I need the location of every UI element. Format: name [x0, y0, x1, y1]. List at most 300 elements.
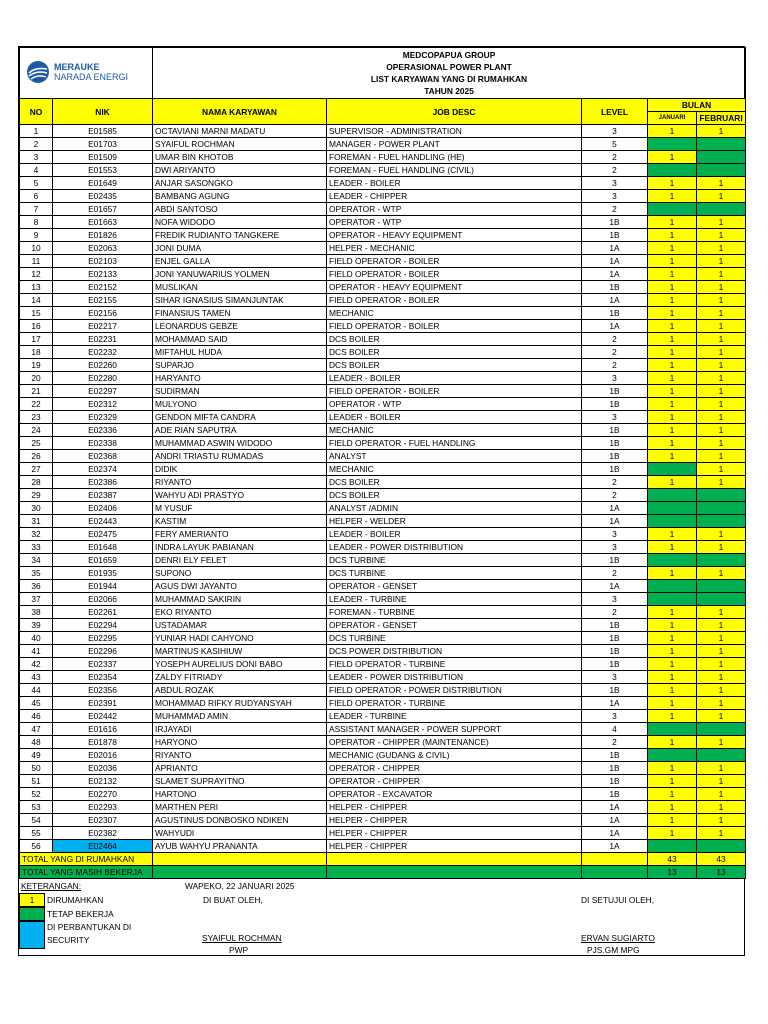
row-nama: WAHYUDI: [153, 827, 327, 840]
row-januari: [648, 203, 697, 216]
row-no: 33: [20, 541, 53, 554]
row-januari: 1: [648, 684, 697, 697]
row-level: 1A: [582, 242, 648, 255]
row-nama: NOFA WIDODO: [153, 216, 327, 229]
table-row: [20, 736, 746, 749]
row-februari: [697, 164, 746, 177]
row-nama: ENJEL GALLA: [153, 255, 327, 268]
row-level: 3: [582, 671, 648, 684]
row-nama: EKO RIYANTO: [153, 606, 327, 619]
row-februari: 1: [697, 242, 746, 255]
table-row: [20, 632, 746, 645]
row-no: 44: [20, 684, 53, 697]
row-level: 2: [582, 164, 648, 177]
table-row: [20, 177, 746, 190]
total-bekerja-row: [20, 866, 746, 879]
row-no: 24: [20, 424, 53, 437]
row-no: 18: [20, 346, 53, 359]
table-row: [20, 307, 746, 320]
row-job: FIELD OPERATOR - BOILER: [327, 255, 582, 268]
row-nik: E02280: [53, 372, 153, 385]
row-februari: 1: [697, 801, 746, 814]
row-nik: E02261: [53, 606, 153, 619]
row-nik: E02391: [53, 697, 153, 710]
row-januari: [648, 515, 697, 528]
row-januari: 1: [648, 333, 697, 346]
row-februari: 1: [697, 671, 746, 684]
row-nama: AGUS DWI JAYANTO: [153, 580, 327, 593]
table-row: [20, 294, 746, 307]
row-job: HELPER - CHIPPER: [327, 814, 582, 827]
row-level: 3: [582, 411, 648, 424]
row-no: 46: [20, 710, 53, 723]
row-no: 11: [20, 255, 53, 268]
row-job: OPERATOR - WTP: [327, 203, 582, 216]
title-line3: LIST KARYAWAN YANG DI RUMAHKAN: [370, 74, 528, 84]
row-level: 1B: [582, 450, 648, 463]
row-februari: [697, 749, 746, 762]
row-februari: 1: [697, 281, 746, 294]
row-nama: MOHAMMAD SAID: [153, 333, 327, 346]
row-januari: 1: [648, 151, 697, 164]
row-januari: [648, 554, 697, 567]
row-level: 2: [582, 203, 648, 216]
col-header-januari: JANUARI: [648, 112, 697, 125]
total-januari: 43: [648, 853, 697, 866]
row-nama: HARYONO: [153, 736, 327, 749]
company-logo: [26, 60, 128, 84]
row-januari: 1: [648, 268, 697, 281]
row-januari: [648, 489, 697, 502]
row-level: 4: [582, 723, 648, 736]
row-level: 3: [582, 177, 648, 190]
row-job: FIELD OPERATOR - BOILER: [327, 385, 582, 398]
row-januari: 1: [648, 385, 697, 398]
row-no: 54: [20, 814, 53, 827]
row-nama: M YUSUF: [153, 502, 327, 515]
row-januari: 1: [648, 346, 697, 359]
row-job: HELPER - CHIPPER: [327, 840, 582, 853]
total-januari: 13: [648, 866, 697, 879]
row-level: 1B: [582, 554, 648, 567]
row-job: HELPER - MECHANIC: [327, 242, 582, 255]
row-nik: E02260: [53, 359, 153, 372]
table-row: [20, 554, 746, 567]
table-row: [20, 749, 746, 762]
row-januari: 1: [648, 450, 697, 463]
table-row: [20, 658, 746, 671]
total-empty: [327, 853, 582, 866]
row-job: FIELD OPERATOR - BOILER: [327, 268, 582, 281]
table-row: [20, 164, 746, 177]
row-nama: FINANSIUS TAMEN: [153, 307, 327, 320]
table-row: [20, 697, 746, 710]
row-januari: 1: [648, 320, 697, 333]
row-februari: 1: [697, 320, 746, 333]
row-no: 7: [20, 203, 53, 216]
row-no: 27: [20, 463, 53, 476]
row-job: LEADER - BOILER: [327, 528, 582, 541]
row-februari: [697, 203, 746, 216]
row-level: 1B: [582, 385, 648, 398]
row-nama: SUDIRMAN: [153, 385, 327, 398]
row-nama: INDRA LAYUK PABIANAN: [153, 541, 327, 554]
col-header-level: LEVEL: [582, 99, 648, 125]
row-level: 1B: [582, 632, 648, 645]
row-februari: 1: [697, 229, 746, 242]
row-no: 50: [20, 762, 53, 775]
table-row: [20, 216, 746, 229]
row-job: OPERATOR - WTP: [327, 216, 582, 229]
row-februari: 1: [697, 333, 746, 346]
row-nama: ZALDY FITRIADY: [153, 671, 327, 684]
row-job: ANALYST /ADMIN: [327, 502, 582, 515]
row-no: 38: [20, 606, 53, 619]
row-nik: E01878: [53, 736, 153, 749]
row-februari: 1: [697, 411, 746, 424]
total-empty: [153, 853, 327, 866]
row-level: 1A: [582, 814, 648, 827]
row-level: 1B: [582, 463, 648, 476]
col-header-nik: NIK: [53, 99, 153, 125]
row-level: 1B: [582, 684, 648, 697]
row-februari: 1: [697, 359, 746, 372]
row-nik: E01553: [53, 164, 153, 177]
row-no: 39: [20, 619, 53, 632]
row-job: FOREMAN - FUEL HANDLING (CIVIL): [327, 164, 582, 177]
row-no: 43: [20, 671, 53, 684]
row-januari: 1: [648, 424, 697, 437]
row-job: ANALYST: [327, 450, 582, 463]
row-level: 1A: [582, 320, 648, 333]
title-line4: TAHUN 2025: [424, 86, 474, 96]
row-job: DCS BOILER: [327, 346, 582, 359]
row-nama: ABDI SANTOSO: [153, 203, 327, 216]
legend-green-box: [19, 907, 45, 921]
row-job: DCS BOILER: [327, 333, 582, 346]
row-nik: E02217: [53, 320, 153, 333]
row-nik: E02270: [53, 788, 153, 801]
row-job: MANAGER - POWER PLANT: [327, 138, 582, 151]
row-nik: E02386: [53, 476, 153, 489]
row-nik: E01663: [53, 216, 153, 229]
row-nama: DENRI ELY FELET: [153, 554, 327, 567]
row-februari: [697, 554, 746, 567]
row-job: OPERATOR - GENSET: [327, 619, 582, 632]
table-row: [20, 788, 746, 801]
row-job: MECHANIC: [327, 463, 582, 476]
row-februari: 1: [697, 541, 746, 554]
row-januari: 1: [648, 710, 697, 723]
table-row: [20, 515, 746, 528]
row-nama: ANJAR SASONGKO: [153, 177, 327, 190]
total-empty: [582, 866, 648, 879]
row-januari: 1: [648, 697, 697, 710]
row-januari: [648, 463, 697, 476]
row-no: 47: [20, 723, 53, 736]
row-januari: [648, 164, 697, 177]
row-nik: E02231: [53, 333, 153, 346]
row-no: 35: [20, 567, 53, 580]
row-nama: SIHAR IGNASIUS SIMANJUNTAK: [153, 294, 327, 307]
row-no: 19: [20, 359, 53, 372]
row-level: 1A: [582, 268, 648, 281]
row-nama: ANDRI TRIASTU RUMADAS: [153, 450, 327, 463]
row-no: 21: [20, 385, 53, 398]
row-nama: MOHAMMAD RIFKY RUDYANSYAH: [153, 697, 327, 710]
table-row: [20, 710, 746, 723]
row-level: 1B: [582, 216, 648, 229]
row-level: 2: [582, 151, 648, 164]
table-row: [20, 593, 746, 606]
table-row: [20, 684, 746, 697]
row-no: 30: [20, 502, 53, 515]
row-nik: E02464: [53, 840, 153, 853]
row-no: 17: [20, 333, 53, 346]
total-februari: 43: [697, 853, 746, 866]
row-februari: 1: [697, 710, 746, 723]
table-row: [20, 151, 746, 164]
table-row: [20, 190, 746, 203]
row-level: 5: [582, 138, 648, 151]
row-nik: E02132: [53, 775, 153, 788]
row-level: 2: [582, 489, 648, 502]
total-label: TOTAL YANG DI RUMAHKAN: [20, 853, 153, 866]
table-row: [20, 450, 746, 463]
row-nik: E01509: [53, 151, 153, 164]
row-no: 36: [20, 580, 53, 593]
logo-line1: MERAUKE: [54, 62, 100, 72]
table-row: [20, 502, 746, 515]
row-nama: YUNIAR HADI CAHYONO: [153, 632, 327, 645]
row-level: 1A: [582, 697, 648, 710]
table-row: [20, 775, 746, 788]
legend-perbantukan: DI PERBANTUKAN DI: [47, 922, 132, 932]
row-level: 3: [582, 372, 648, 385]
row-nik: E02406: [53, 502, 153, 515]
row-no: 22: [20, 398, 53, 411]
row-februari: 1: [697, 125, 746, 138]
row-nama: APRIANTO: [153, 762, 327, 775]
table-row: [20, 489, 746, 502]
row-januari: 1: [648, 229, 697, 242]
row-job: LEADER - TURBINE: [327, 710, 582, 723]
row-level: 2: [582, 476, 648, 489]
row-januari: 1: [648, 398, 697, 411]
total-empty: [327, 866, 582, 879]
row-februari: [697, 489, 746, 502]
row-nik: E02293: [53, 801, 153, 814]
row-level: 3: [582, 190, 648, 203]
row-nik: E02156: [53, 307, 153, 320]
row-nama: MARTINUS KASIHIUW: [153, 645, 327, 658]
row-nama: FERY AMERIANTO: [153, 528, 327, 541]
row-nik: E02036: [53, 762, 153, 775]
row-job: FIELD OPERATOR - TURBINE: [327, 697, 582, 710]
row-no: 40: [20, 632, 53, 645]
total-februari: 13: [697, 866, 746, 879]
row-februari: 1: [697, 463, 746, 476]
row-februari: 1: [697, 372, 746, 385]
row-level: 1A: [582, 580, 648, 593]
total-empty: [153, 866, 327, 879]
row-januari: 1: [648, 437, 697, 450]
row-level: 3: [582, 541, 648, 554]
row-februari: 1: [697, 827, 746, 840]
row-job: LEADER - BOILER: [327, 372, 582, 385]
col-header-bulan: BULAN: [648, 99, 746, 112]
table-row: [20, 645, 746, 658]
row-job: OPERATOR - HEAVY EQUIPMENT: [327, 229, 582, 242]
row-nama: GENDON MIFTA CANDRA: [153, 411, 327, 424]
row-level: 2: [582, 346, 648, 359]
row-nama: HARYANTO: [153, 372, 327, 385]
row-no: 26: [20, 450, 53, 463]
row-nik: E02297: [53, 385, 153, 398]
row-job: ASSISTANT MANAGER - POWER SUPPORT: [327, 723, 582, 736]
row-januari: 1: [648, 775, 697, 788]
row-januari: 1: [648, 671, 697, 684]
row-januari: 1: [648, 294, 697, 307]
row-januari: [648, 593, 697, 606]
table-row: [20, 463, 746, 476]
report-title: [153, 48, 746, 99]
row-job: OPERATOR - EXCAVATOR: [327, 788, 582, 801]
row-no: 48: [20, 736, 53, 749]
legend-tetap-bekerja: TETAP BEKERJA: [47, 909, 114, 919]
row-no: 5: [20, 177, 53, 190]
row-februari: [697, 151, 746, 164]
row-januari: 1: [648, 411, 697, 424]
row-no: 12: [20, 268, 53, 281]
row-level: 1B: [582, 281, 648, 294]
row-nik: E02382: [53, 827, 153, 840]
row-nik: E02016: [53, 749, 153, 762]
row-nik: E02356: [53, 684, 153, 697]
row-level: 1A: [582, 840, 648, 853]
table-row: [20, 476, 746, 489]
row-job: OPERATOR - CHIPPER: [327, 762, 582, 775]
row-januari: [648, 580, 697, 593]
row-nik: E02103: [53, 255, 153, 268]
legend-blue-box: [19, 921, 45, 949]
row-no: 1: [20, 125, 53, 138]
row-no: 8: [20, 216, 53, 229]
row-no: 52: [20, 788, 53, 801]
row-februari: 1: [697, 762, 746, 775]
row-februari: 1: [697, 346, 746, 359]
row-nik: E02475: [53, 528, 153, 541]
row-level: 2: [582, 606, 648, 619]
table-row: [20, 827, 746, 840]
row-januari: 1: [648, 801, 697, 814]
signer2-title: PJS.GM MPG: [587, 945, 640, 955]
row-nama: MIFTAHUL HUDA: [153, 346, 327, 359]
row-januari: 1: [648, 307, 697, 320]
row-job: DCS TURBINE: [327, 567, 582, 580]
row-nik: E01649: [53, 177, 153, 190]
row-no: 55: [20, 827, 53, 840]
row-job: FIELD OPERATOR - TURBINE: [327, 658, 582, 671]
table-row: [20, 372, 746, 385]
row-no: 45: [20, 697, 53, 710]
row-job: OPERATOR - WTP: [327, 398, 582, 411]
table-row: [20, 281, 746, 294]
row-nama: AGUSTINUS DONBOSKO NDIKEN: [153, 814, 327, 827]
row-nik: E02329: [53, 411, 153, 424]
row-februari: 1: [697, 567, 746, 580]
row-nama: RIYANTO: [153, 749, 327, 762]
row-nik: E02307: [53, 814, 153, 827]
logo-line2: NARADA ENERGI: [54, 72, 129, 82]
col-header-no: NO: [20, 99, 53, 125]
row-nama: DIDIK: [153, 463, 327, 476]
row-no: 9: [20, 229, 53, 242]
row-februari: [697, 593, 746, 606]
row-job: DCS TURBINE: [327, 554, 582, 567]
row-nama: KASTIM: [153, 515, 327, 528]
row-job: OPERATOR - CHIPPER: [327, 775, 582, 788]
table-row: [20, 671, 746, 684]
row-nik: E02152: [53, 281, 153, 294]
row-job: LEADER - POWER DISTRIBUTION: [327, 671, 582, 684]
row-level: 1B: [582, 645, 648, 658]
row-januari: 1: [648, 619, 697, 632]
row-februari: 1: [697, 268, 746, 281]
row-januari: 1: [648, 788, 697, 801]
row-job: DCS BOILER: [327, 489, 582, 502]
row-januari: 1: [648, 606, 697, 619]
table-row: [20, 320, 746, 333]
table-row: [20, 840, 746, 853]
legend-security: SECURITY: [47, 935, 90, 945]
table-row: [20, 723, 746, 736]
signer1-title: PWP: [229, 945, 249, 955]
row-februari: 1: [697, 255, 746, 268]
legend-dirumahkan: DIRUMAHKAN: [47, 895, 104, 905]
row-februari: 1: [697, 528, 746, 541]
row-januari: 1: [648, 255, 697, 268]
row-level: 2: [582, 567, 648, 580]
row-level: 1A: [582, 502, 648, 515]
row-februari: 1: [697, 632, 746, 645]
row-nama: SUPARJO: [153, 359, 327, 372]
row-nama: ADE RIAN SAPUTRA: [153, 424, 327, 437]
row-job: FIELD OPERATOR - POWER DISTRIBUTION: [327, 684, 582, 697]
row-februari: 1: [697, 619, 746, 632]
table-row: [20, 606, 746, 619]
signer2-name: ERVAN SUGIARTO: [581, 933, 655, 943]
row-nik: E02133: [53, 268, 153, 281]
row-januari: 1: [648, 242, 697, 255]
table-row: [20, 762, 746, 775]
table-row: [20, 814, 746, 827]
row-no: 32: [20, 528, 53, 541]
row-februari: 1: [697, 190, 746, 203]
row-level: 1B: [582, 788, 648, 801]
row-no: 14: [20, 294, 53, 307]
row-februari: 1: [697, 697, 746, 710]
row-level: 1A: [582, 801, 648, 814]
row-job: DCS POWER DISTRIBUTION: [327, 645, 582, 658]
row-nik: E01616: [53, 723, 153, 736]
table-row: [20, 125, 746, 138]
row-februari: 1: [697, 307, 746, 320]
row-nama: WAHYU ADI PRASTYO: [153, 489, 327, 502]
row-januari: 1: [648, 736, 697, 749]
row-nik: E01657: [53, 203, 153, 216]
row-nik: E01703: [53, 138, 153, 151]
